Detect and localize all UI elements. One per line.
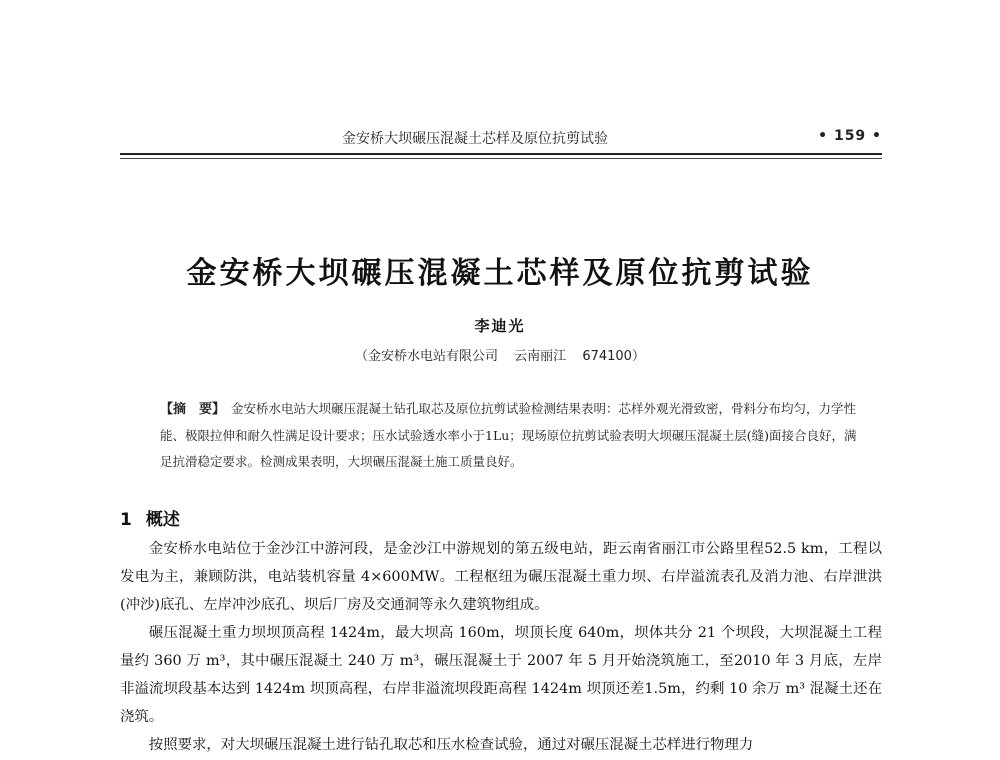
author-affiliation: [0, 345, 1000, 364]
body-paragraph: 按照要求，对大坝碾压混凝土进行钻孔取芯和压水检查试验，通过对碾压混凝土芯样进行物理力: [148, 737, 754, 753]
abstract: [160, 396, 860, 475]
author-name: 李迪光: [474, 317, 526, 335]
body-paragraph: 碾压混凝土重力坝坝顶高程 1424m，最大坝高 160m，坝顶长度 640m，坝体共分 21 个坝段，大坝混凝土工程量约 360 万 m³，其中碾压混凝土 240 万 m³，碾压混凝土于 2007 年 5 月开始浇筑施工，至2010 年 3 月底，左岸非溢流坝段基本达到 1424m 坝顶高程，右岸非溢流坝段距高程 1424m 坝顶还差1.5m，约剩 10 余万 m³ 混凝土还在浇筑。: [120, 625, 882, 725]
running-title: 金安桥大坝碾压混凝土芯样及原位抗剪试验: [342, 131, 608, 147]
section-number: 1: [120, 510, 132, 530]
affiliation-org: （金安桥水电站有限公司: [355, 349, 499, 364]
section-heading: [120, 505, 180, 530]
article-title: 金安桥大坝碾压混凝土芯样及原位抗剪试验: [186, 256, 814, 291]
section-title: 概述: [145, 510, 180, 530]
body-paragraph: 金安桥水电站位于金沙江中游河段，是金沙江中游规划的第五级电站，距云南省丽江市公路里程52.5 km，工程以发电为主，兼顾防洪，电站装机容量 4×600MW。工程枢纽为碾压混凝土重力坝、右岸溢流表孔及消力池、右岸泄洪(冲沙)底孔、左岸冲沙底孔、坝后厂房及交通洞等永久建筑物组成。: [120, 541, 882, 613]
affiliation-place: 云南丽江: [514, 349, 567, 364]
affiliation-postcode: 674100）: [582, 349, 645, 364]
header-rule-thick: [120, 153, 882, 155]
running-header: [120, 128, 882, 150]
abstract-text: 金安桥水电站大坝碾压混凝土钻孔取芯及原位抗剪试验检测结果表明：芯样外观光滑致密，骨料分布均匀，力学性能、极限拉伸和耐久性满足设计要求；压水试验透水率小于1Lu；现场原位抗剪试验表明大坝碾压混凝土层(缝)面接合良好，满足抗滑稳定要求。检测成果表明，大坝碾压混凝土施工质量良好。: [160, 401, 857, 469]
page-number: • 159 •: [818, 128, 882, 144]
abstract-label: 【摘 要】: [160, 402, 226, 417]
header-rule-thin: [120, 158, 882, 159]
section-body: [120, 535, 882, 759]
